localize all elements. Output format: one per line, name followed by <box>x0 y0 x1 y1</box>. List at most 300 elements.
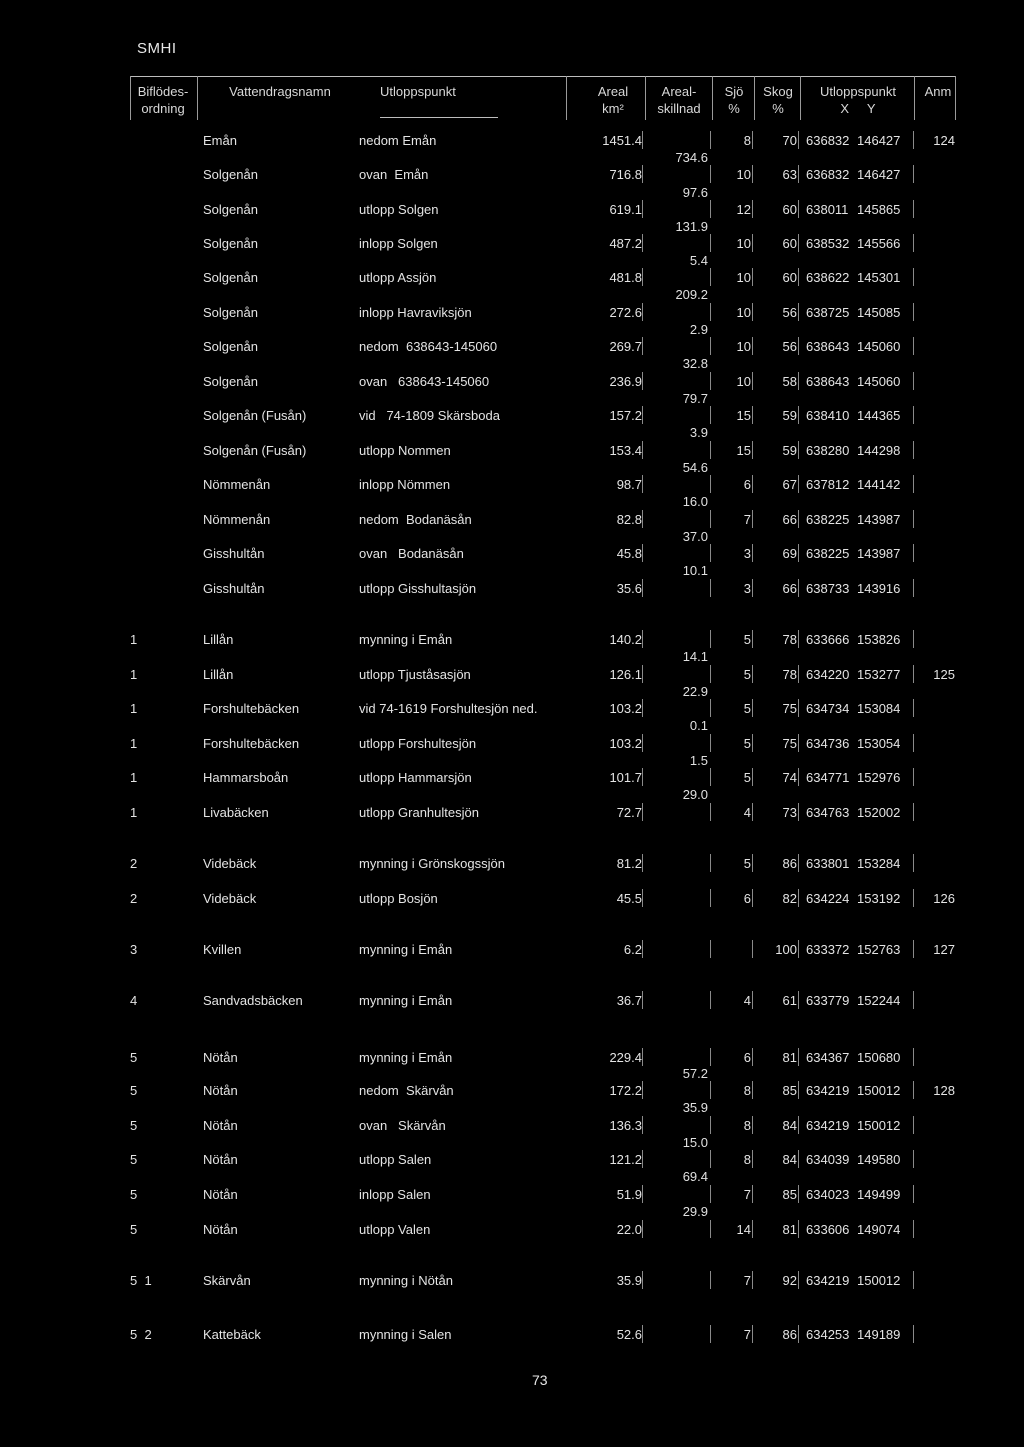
area-difference-value: 79.7 <box>682 391 708 406</box>
table-cell-area: 229.4 <box>609 1050 642 1065</box>
table-cell-outlet: vid 74-1809 Skärsboda <box>359 408 500 423</box>
table-cell-outlet: utlopp Hammarsjön <box>359 770 472 785</box>
cell-divider <box>642 854 643 872</box>
cell-divider <box>752 854 753 872</box>
header-under-rule <box>380 117 498 118</box>
table-cell-lake: 15 <box>736 408 751 423</box>
table-cell-y: 149580 <box>857 1152 901 1167</box>
table-cell-forest: 75 <box>782 701 797 716</box>
table-cell-lake: 10 <box>736 236 751 251</box>
table-cell-name: Nötån <box>203 1152 238 1167</box>
table-cell-forest: 66 <box>782 512 797 527</box>
cell-divider <box>752 441 753 459</box>
table-cell-outlet: utlopp Nommen <box>359 443 451 458</box>
table-cell-lake: 10 <box>736 374 751 389</box>
table-cell-name: Solgenån <box>203 305 258 320</box>
table-cell-outlet: mynning i Nötån <box>359 1273 453 1288</box>
table-cell-name: Livabäcken <box>203 805 269 820</box>
table-cell-area: 22.0 <box>616 1222 642 1237</box>
table-cell-x: 634023 <box>806 1187 850 1202</box>
table-cell-forest: 82 <box>782 891 797 906</box>
cell-divider <box>798 854 799 872</box>
table-cell-y: 145060 <box>857 339 901 354</box>
cell-divider <box>752 510 753 528</box>
cell-divider <box>710 1325 711 1343</box>
table-cell-lake: 5 <box>743 736 751 751</box>
cell-divider <box>798 544 799 562</box>
cell-divider <box>710 441 711 459</box>
cell-divider <box>913 510 914 528</box>
area-difference-value: 734.6 <box>675 150 708 165</box>
header-top-rule <box>130 76 956 77</box>
table-cell-outlet: vid 74-1619 Forshultesjön ned. <box>359 701 538 716</box>
table-cell-x: 634736 <box>806 736 850 751</box>
table-cell-name: Kvillen <box>203 942 242 957</box>
table-cell-y: 149074 <box>857 1222 901 1237</box>
cell-divider <box>913 630 914 648</box>
table-cell-forest: 67 <box>782 477 797 492</box>
col-outlet-header: Utloppspunkt <box>380 84 456 99</box>
table-cell-anm: 124 <box>933 133 955 148</box>
cell-divider <box>642 165 643 183</box>
cell-divider <box>798 337 799 355</box>
table-cell-forest: 66 <box>782 581 797 596</box>
table-cell-outlet: mynning i Emån <box>359 942 453 957</box>
table-cell-name: Nötån <box>203 1118 238 1133</box>
table-cell-outlet: nedom Emån <box>359 133 437 148</box>
table-cell-x: 636832 <box>806 133 850 148</box>
cell-divider <box>710 234 711 252</box>
cell-divider <box>913 1325 914 1343</box>
table-cell-y: 153192 <box>857 891 901 906</box>
col-coord-header: Utloppspunkt X Y <box>820 84 896 116</box>
cell-divider <box>642 544 643 562</box>
area-difference-value: 29.0 <box>682 787 708 802</box>
table-cell-area: 103.2 <box>609 736 642 751</box>
table-cell-forest: 58 <box>782 374 797 389</box>
table-cell-outlet: nedom Bodanäsån <box>359 512 472 527</box>
table-cell-ord: 5 <box>130 1187 138 1202</box>
table-cell-forest: 86 <box>782 856 797 871</box>
table-cell-x: 638532 <box>806 236 850 251</box>
table-cell-x: 633801 <box>806 856 850 871</box>
table-cell-forest: 81 <box>782 1050 797 1065</box>
cell-divider <box>752 1185 753 1203</box>
table-cell-name: Sandvadsbäcken <box>203 993 303 1008</box>
col-area-header: Areal km² <box>597 84 629 116</box>
header-divider <box>712 76 713 120</box>
header-divider <box>754 76 755 120</box>
cell-divider <box>752 1220 753 1238</box>
table-cell-area: 35.9 <box>616 1273 642 1288</box>
cell-divider <box>752 889 753 907</box>
table-cell-area: 101.7 <box>609 770 642 785</box>
cell-divider <box>710 544 711 562</box>
area-difference-value: 35.9 <box>682 1100 708 1115</box>
cell-divider <box>752 579 753 597</box>
cell-divider <box>752 699 753 717</box>
cell-divider <box>913 406 914 424</box>
area-difference-value: 15.0 <box>682 1135 708 1150</box>
cell-divider <box>642 268 643 286</box>
cell-divider <box>913 699 914 717</box>
cell-divider <box>913 1271 914 1289</box>
table-cell-x: 638622 <box>806 270 850 285</box>
table-cell-y: 145566 <box>857 236 901 251</box>
table-cell-y: 149189 <box>857 1327 901 1342</box>
table-cell-ord: 1 <box>130 701 138 716</box>
cell-divider <box>710 1150 711 1168</box>
cell-divider <box>913 889 914 907</box>
area-difference-value: 3.9 <box>689 425 708 440</box>
table-cell-x: 633606 <box>806 1222 850 1237</box>
table-cell-area: 153.4 <box>609 443 642 458</box>
cell-divider <box>798 1116 799 1134</box>
cell-divider <box>913 131 914 149</box>
cell-divider <box>798 1220 799 1238</box>
table-cell-name: Nömmenån <box>203 477 271 492</box>
cell-divider <box>752 268 753 286</box>
table-cell-outlet: inlopp Nömmen <box>359 477 451 492</box>
cell-divider <box>642 1185 643 1203</box>
table-cell-name: Solgenån <box>203 167 258 182</box>
table-cell-ord: 1 <box>130 632 138 647</box>
table-cell-ord: 5 2 <box>130 1327 152 1342</box>
cell-divider <box>752 1048 753 1066</box>
cell-divider <box>710 1220 711 1238</box>
cell-divider <box>798 268 799 286</box>
table-cell-lake: 4 <box>743 805 751 820</box>
table-cell-outlet: utlopp Gisshultasjön <box>359 581 477 596</box>
cell-divider <box>913 475 914 493</box>
table-cell-name: Emån <box>203 133 237 148</box>
table-cell-lake: 15 <box>736 443 751 458</box>
cell-divider <box>798 1271 799 1289</box>
page-number: 73 <box>532 1372 548 1388</box>
table-cell-x: 633372 <box>806 942 850 957</box>
header-divider <box>914 76 915 120</box>
col-note-header: Anm <box>924 84 952 99</box>
cell-divider <box>798 1325 799 1343</box>
table-cell-name: Nötån <box>203 1222 238 1237</box>
table-cell-outlet: mynning i Salen <box>359 1327 452 1342</box>
table-cell-area: 103.2 <box>609 701 642 716</box>
table-cell-y: 153084 <box>857 701 901 716</box>
cell-divider <box>710 630 711 648</box>
cell-divider <box>913 303 914 321</box>
cell-divider <box>913 234 914 252</box>
table-cell-area: 487.2 <box>609 236 642 251</box>
area-difference-value: 16.0 <box>682 494 708 509</box>
table-cell-name: Nötån <box>203 1187 238 1202</box>
cell-divider <box>913 768 914 786</box>
table-cell-outlet: utlopp Assjön <box>359 270 437 285</box>
table-cell-x: 634219 <box>806 1273 850 1288</box>
cell-divider <box>798 803 799 821</box>
cell-divider <box>798 889 799 907</box>
table-cell-anm: 125 <box>933 667 955 682</box>
table-cell-outlet: utlopp Bosjön <box>359 891 438 906</box>
table-cell-area: 81.2 <box>616 856 642 871</box>
table-cell-ord: 2 <box>130 891 138 906</box>
area-difference-value: 0.1 <box>689 718 708 733</box>
cell-divider <box>798 768 799 786</box>
cell-divider <box>710 200 711 218</box>
cell-divider <box>798 630 799 648</box>
header-divider <box>955 76 956 120</box>
cell-divider <box>710 510 711 528</box>
table-cell-y: 152244 <box>857 993 901 1008</box>
table-cell-outlet: ovan Emån <box>359 167 429 182</box>
table-cell-y: 144298 <box>857 443 901 458</box>
table-cell-forest: 70 <box>782 133 797 148</box>
cell-divider <box>798 441 799 459</box>
cell-divider <box>642 579 643 597</box>
table-cell-lake: 8 <box>743 133 751 148</box>
cell-divider <box>752 630 753 648</box>
table-cell-outlet: ovan 638643-145060 <box>359 374 490 389</box>
table-cell-anm: 126 <box>933 891 955 906</box>
cell-divider <box>913 544 914 562</box>
table-cell-name: Videbäck <box>203 891 257 906</box>
table-cell-y: 143987 <box>857 546 901 561</box>
cell-divider <box>710 579 711 597</box>
cell-divider <box>710 991 711 1009</box>
table-cell-x: 634219 <box>806 1083 850 1098</box>
table-cell-lake: 10 <box>736 167 751 182</box>
table-cell-ord: 2 <box>130 856 138 871</box>
table-cell-forest: 73 <box>782 805 797 820</box>
cell-divider <box>642 1081 643 1099</box>
table-cell-name: Kattebäck <box>203 1327 261 1342</box>
cell-divider <box>642 940 643 958</box>
table-cell-y: 143987 <box>857 512 901 527</box>
table-cell-outlet: utlopp Valen <box>359 1222 431 1237</box>
table-cell-outlet: mynning i Emån <box>359 1050 453 1065</box>
table-cell-outlet: inlopp Salen <box>359 1187 431 1202</box>
table-cell-ord: 4 <box>130 993 138 1008</box>
table-cell-lake: 7 <box>743 512 751 527</box>
table-cell-y: 145865 <box>857 202 901 217</box>
cell-divider <box>710 303 711 321</box>
table-cell-forest: 59 <box>782 408 797 423</box>
table-cell-lake: 7 <box>743 1327 751 1342</box>
table-cell-forest: 86 <box>782 1327 797 1342</box>
cell-divider <box>913 665 914 683</box>
table-cell-x: 637812 <box>806 477 850 492</box>
table-cell-ord: 5 <box>130 1083 138 1098</box>
cell-divider <box>710 406 711 424</box>
table-cell-area: 236.9 <box>609 374 642 389</box>
table-cell-outlet: mynning i Emån <box>359 993 453 1008</box>
table-cell-area: 172.2 <box>609 1083 642 1098</box>
table-cell-ord: 1 <box>130 770 138 785</box>
table-cell-y: 145085 <box>857 305 901 320</box>
table-cell-area: 481.8 <box>609 270 642 285</box>
table-cell-ord: 1 <box>130 736 138 751</box>
table-cell-y: 150680 <box>857 1050 901 1065</box>
cell-divider <box>642 803 643 821</box>
table-cell-name: Gisshultån <box>203 546 265 561</box>
table-cell-x: 638725 <box>806 305 850 320</box>
cell-divider <box>913 337 914 355</box>
table-cell-lake: 10 <box>736 339 751 354</box>
cell-divider <box>642 406 643 424</box>
area-difference-value: 131.9 <box>675 219 708 234</box>
table-cell-y: 153284 <box>857 856 901 871</box>
cell-divider <box>710 889 711 907</box>
table-cell-name: Hammarsboån <box>203 770 289 785</box>
table-cell-area: 98.7 <box>616 477 642 492</box>
table-cell-x: 634220 <box>806 667 850 682</box>
cell-divider <box>913 1150 914 1168</box>
table-cell-x: 633779 <box>806 993 850 1008</box>
area-difference-value: 29.9 <box>682 1204 708 1219</box>
col-lake-header: Sjö % <box>724 84 744 116</box>
table-cell-x: 638733 <box>806 581 850 596</box>
cell-divider <box>710 131 711 149</box>
table-cell-forest: 60 <box>782 236 797 251</box>
table-cell-area: 82.8 <box>616 512 642 527</box>
cell-divider <box>642 475 643 493</box>
table-cell-x: 634219 <box>806 1118 850 1133</box>
cell-divider <box>752 131 753 149</box>
cell-divider <box>642 1150 643 1168</box>
table-cell-name: Solgenån (Fusån) <box>203 408 307 423</box>
table-cell-ord: 5 <box>130 1118 138 1133</box>
table-cell-lake: 10 <box>736 270 751 285</box>
table-cell-anm: 127 <box>933 942 955 957</box>
table-cell-outlet: utlopp Forshultesjön <box>359 736 477 751</box>
table-cell-outlet: nedom Skärvån <box>359 1083 454 1098</box>
table-cell-forest: 59 <box>782 443 797 458</box>
cell-divider <box>752 665 753 683</box>
table-cell-x: 634253 <box>806 1327 850 1342</box>
table-cell-forest: 85 <box>782 1083 797 1098</box>
table-cell-lake: 5 <box>743 770 751 785</box>
cell-divider <box>642 131 643 149</box>
cell-divider <box>710 699 711 717</box>
cell-divider <box>913 165 914 183</box>
table-cell-name: Solgenån <box>203 270 258 285</box>
table-cell-x: 634039 <box>806 1152 850 1167</box>
table-cell-lake: 14 <box>736 1222 751 1237</box>
area-difference-value: 10.1 <box>682 563 708 578</box>
table-cell-outlet: mynning i Emån <box>359 632 453 647</box>
header-divider <box>130 76 131 120</box>
table-cell-x: 636832 <box>806 167 850 182</box>
table-cell-outlet: ovan Bodanäsån <box>359 546 464 561</box>
table-cell-x: 634224 <box>806 891 850 906</box>
area-difference-value: 5.4 <box>689 253 708 268</box>
table-cell-area: 269.7 <box>609 339 642 354</box>
table-cell-outlet: ovan Skärvån <box>359 1118 446 1133</box>
table-cell-y: 145301 <box>857 270 901 285</box>
table-cell-outlet: utlopp Granhultesjön <box>359 805 479 820</box>
cell-divider <box>752 1325 753 1343</box>
table-cell-y: 143916 <box>857 581 901 596</box>
area-difference-value: 2.9 <box>689 322 708 337</box>
table-cell-y: 144142 <box>857 477 901 492</box>
cell-divider <box>642 372 643 390</box>
table-cell-area: 140.2 <box>609 632 642 647</box>
table-cell-y: 145060 <box>857 374 901 389</box>
col-order-header: Biflödes- ordning <box>137 84 189 116</box>
table-cell-ord: 3 <box>130 942 138 957</box>
col-name-header: Vattendragsnamn <box>229 84 331 99</box>
cell-divider <box>642 1048 643 1066</box>
cell-divider <box>710 1081 711 1099</box>
cell-divider <box>710 165 711 183</box>
cell-divider <box>798 579 799 597</box>
table-cell-name: Nötån <box>203 1050 238 1065</box>
area-difference-value: 57.2 <box>682 1066 708 1081</box>
cell-divider <box>710 1116 711 1134</box>
table-cell-outlet: inlopp Havraviksjön <box>359 305 472 320</box>
cell-divider <box>913 734 914 752</box>
cell-divider <box>798 200 799 218</box>
table-cell-area: 45.5 <box>616 891 642 906</box>
table-cell-x: 634771 <box>806 770 850 785</box>
table-cell-y: 146427 <box>857 167 901 182</box>
cell-divider <box>913 441 914 459</box>
cell-divider <box>752 1116 753 1134</box>
table-cell-forest: 85 <box>782 1187 797 1202</box>
cell-divider <box>798 234 799 252</box>
table-cell-lake: 4 <box>743 993 751 1008</box>
cell-divider <box>710 475 711 493</box>
cell-divider <box>642 734 643 752</box>
area-difference-value: 54.6 <box>682 460 708 475</box>
cell-divider <box>798 940 799 958</box>
cell-divider <box>752 1150 753 1168</box>
table-cell-x: 634734 <box>806 701 850 716</box>
table-cell-x: 638225 <box>806 546 850 561</box>
cell-divider <box>752 234 753 252</box>
table-cell-forest: 78 <box>782 667 797 682</box>
cell-divider <box>752 940 753 958</box>
table-cell-outlet: nedom 638643-145060 <box>359 339 498 354</box>
cell-divider <box>752 337 753 355</box>
cell-divider <box>642 303 643 321</box>
table-cell-name: Solgenån <box>203 236 258 251</box>
table-cell-y: 149499 <box>857 1187 901 1202</box>
area-difference-value: 14.1 <box>682 649 708 664</box>
table-cell-forest: 78 <box>782 632 797 647</box>
cell-divider <box>798 734 799 752</box>
table-cell-lake: 12 <box>736 202 751 217</box>
table-cell-forest: 63 <box>782 167 797 182</box>
cell-divider <box>710 803 711 821</box>
table-cell-y: 153277 <box>857 667 901 682</box>
cell-divider <box>642 200 643 218</box>
cell-divider <box>710 1271 711 1289</box>
cell-divider <box>752 768 753 786</box>
table-cell-x: 634763 <box>806 805 850 820</box>
cell-divider <box>752 303 753 321</box>
table-cell-area: 136.3 <box>609 1118 642 1133</box>
table-cell-y: 153826 <box>857 632 901 647</box>
table-cell-anm: 128 <box>933 1083 955 1098</box>
cell-divider <box>710 1048 711 1066</box>
table-cell-name: Solgenån <box>203 202 258 217</box>
cell-divider <box>913 579 914 597</box>
cell-divider <box>642 337 643 355</box>
cell-divider <box>710 940 711 958</box>
table-cell-lake: 5 <box>743 632 751 647</box>
table-cell-ord: 5 <box>130 1222 138 1237</box>
table-cell-lake: 7 <box>743 1273 751 1288</box>
